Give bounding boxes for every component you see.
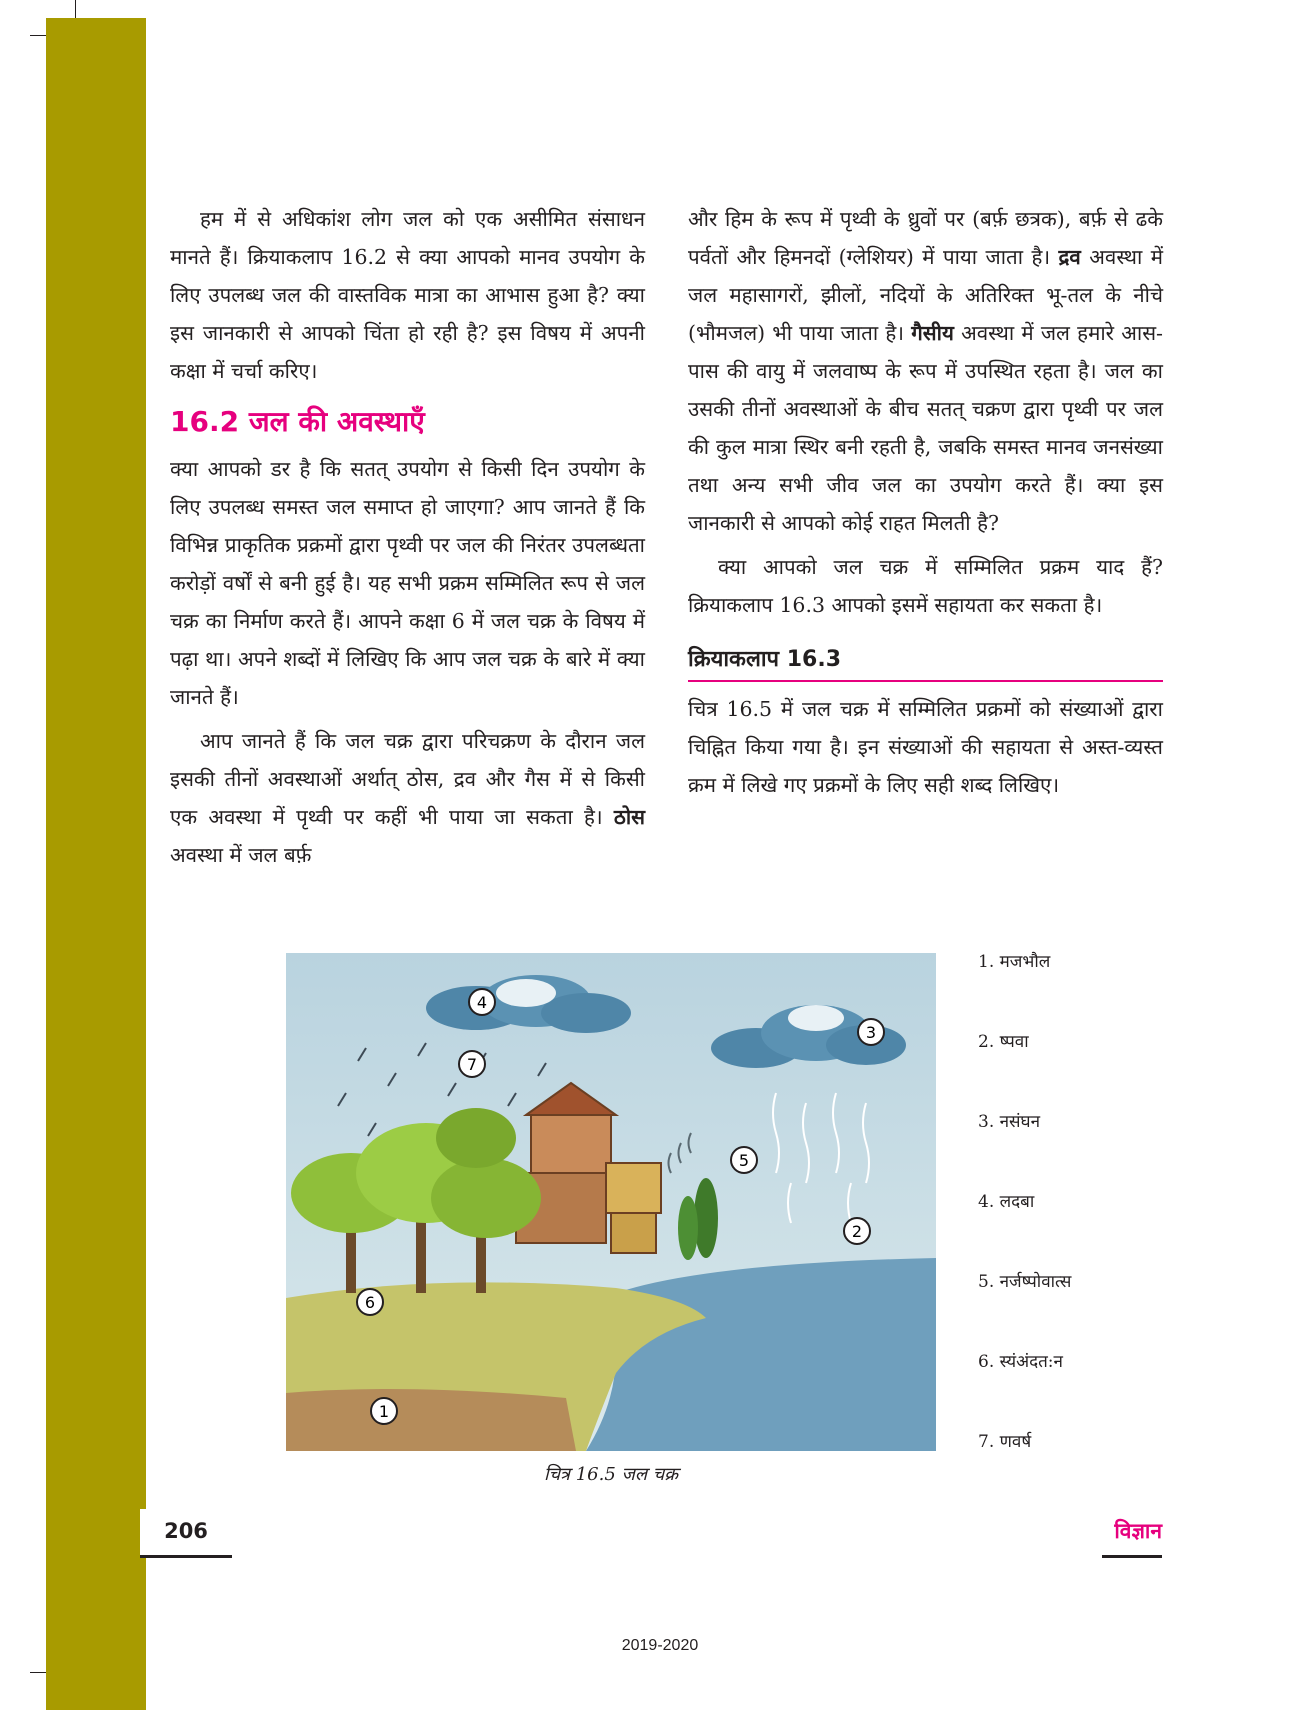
figure-caption: चित्र 16.5 जल चक्र [543,1464,679,1485]
activity-text: चित्र 16.5 में जल चक्र में सम्मिलित प्रक्रमों को संख्याओं द्वारा चिह्नित किया गया है। इन संख्याओं की सहायता से अस्त-व्यस्त क्रम में लिखे गए प्रक्रमों के लिए सही शब्द लिखिए। [688,697,1163,797]
list-item: 7. णवर्ष [978,1432,1032,1452]
marker-6 [357,1289,383,1315]
marker-label: 3 [865,1023,877,1042]
paragraph-text: अवस्था में जल हमारे आस-पास की वायु में जलवाष्प के रूप में उपस्थित रहता है। जल का उसकी तीनों अवस्थाओं के बीच सतत् चक्रण द्वारा पृथ्वी पर जल की कुल मात्रा स्थिर बनी रहती है, जबकि समस्त मानव जनसंख्या तथा अन्य सभी जीव जल का उपयोग करते हैं। क्या इस जानकारी से आपको कोई राहत मिलती है? [688,321,1163,535]
left-column [170,200,645,874]
right-column [688,200,1163,804]
marker-5 [731,1147,757,1173]
paragraph: क्या आपको डर है कि सतत् उपयोग से किसी दिन उपयोग के लिए उपलब्ध समस्त जल समाप्त हो जाएगा? आप जानते हैं कि विभिन्न प्राकृतिक प्रक्रमों द्वारा पृथ्वी पर जल की निरंतर उपलब्धता करोड़ों वर्षों से बनी हुई है। यह सभी प्रक्रम सम्मिलित रूप से जल चक्र का निर्माण करते हैं। आपने कक्षा 6 में जल चक्र के विषय में पढ़ा था। अपने शब्दों में लिखिए कि आप जल चक्र के बारे में क्या जानते हैं। [170,457,645,709]
paragraph-text: आप जानते हैं कि जल चक्र द्वारा परिचक्रण के दौरान जल इसकी तीनों अवस्थाओं अर्थात् ठोस, द्रव और गैस में से किसी एक अवस्था में पृथ्वी पर कहीं भी पाया जा सकता है। [170,729,645,829]
marker-1 [371,1398,397,1424]
paragraph: हम में से अधिकांश लोग जल को एक असीमित संसाधन मानते हैं। क्रियाकलाप 16.2 से क्या आपको मानव उपयोग के लिए उपलब्ध जल की वास्तविक मात्रा का आभास हुआ है? क्या इस जानकारी से आपको चिंता हो रही है? इस विषय में अपनी कक्षा में चर्चा करिए। [170,207,645,383]
paragraph-text: और हिम के रूप में पृथ्वी के ध्रुवों पर (बर्फ़ छत्रक), बर्फ़ से ढके पर्वतों और हिमनदों (ग्लेशियर) में पाया जाता है। [688,207,1163,269]
marker-label: 5 [738,1151,750,1170]
bold-term: ठोस [613,805,645,829]
year-label: 2019-2020 [621,1637,699,1654]
side-color-bar [46,18,146,1710]
jumbled-words-list [978,950,1071,1510]
marker-label: 7 [466,1055,478,1074]
marker-3 [858,1019,884,1045]
page-number: 206 [140,1509,232,1558]
marker-label: 4 [476,993,488,1012]
water-cycle-figure [286,953,936,1451]
bold-term: गैसीय [911,321,954,345]
list-item: 4. लदबा [978,1192,1035,1212]
marker-label: 2 [851,1222,863,1241]
marker-label: 6 [364,1293,376,1312]
list-item: 6. स्यंअंदत:न [978,1352,1063,1372]
list-item: 2. ष्पवा [978,1032,1029,1052]
activity-heading: क्रियाकलाप 16.3 [688,640,1163,682]
list-item: 5. नर्जष्पोवात्स [978,1272,1072,1292]
paragraph-text: अवस्था में जल बर्फ़ [170,843,312,867]
list-item: 1. मजभौल [978,952,1051,972]
paragraph [688,200,1163,542]
paragraph [170,722,645,874]
marker-7 [459,1051,485,1077]
marker-label: 1 [378,1402,390,1421]
subject-name: विज्ञान [1102,1509,1162,1558]
marker-4 [469,989,495,1015]
list-item: 3. नसंघन [978,1112,1041,1132]
section-heading: 16.2 जल की अवस्थाएँ [170,405,425,438]
bold-term: द्रव [1058,245,1081,269]
soil [286,1389,576,1451]
water-cycle-illustration [286,953,936,1451]
paragraph-text: अवस्था में जल महासागरों, झीलों, नदियों के अतिरिक्त भू-तल के नीचे (भौमजल) भी पाया जाता है। [688,245,1163,345]
paragraph: क्या आपको जल चक्र में सम्मिलित प्रक्रम याद हैं? क्रियाकलाप 16.3 आपको इसमें सहायता कर सकता है। [688,555,1163,617]
sea [586,1258,936,1451]
marker-2 [844,1218,870,1244]
